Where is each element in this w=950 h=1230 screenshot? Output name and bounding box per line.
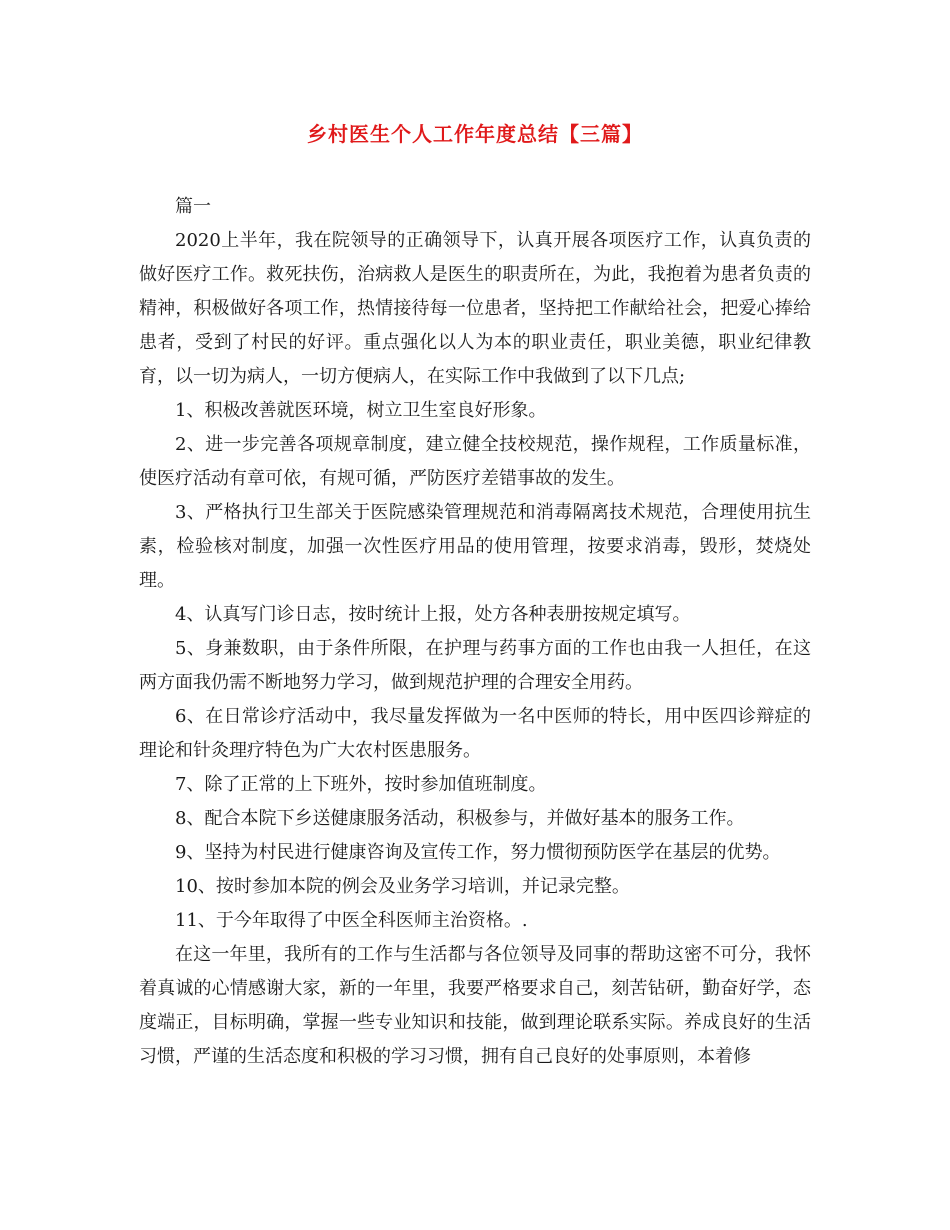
paragraph: 2020上半年，我在院领导的正确领导下，认真开展各项医疗工作，认真负责的做好医疗工作。救死扶伤，治病救人是医生的职责所在，为此，我抱着为患者负责的精神，积极做好各项工作，热情接待每一位患者，坚持把工作献给社会，把爱心捧给患者，受到了村民的好评。重点强化以人为本的职业责任，职业美德，职业纪律教育，以一切为病人，一切方便病人，在实际工作中我做到了以下几点; xyxy=(139,230,811,387)
paragraph: 在这一年里，我所有的工作与生活都与各位领导及同事的帮助这密不可分，我怀着真诚的心情感谢大家，新的一年里，我要严格要求自己，刻苦钻研，勤奋好学，态度端正，目标明确，掌握一些专业知识和技能，做到理论联系实际。养成良好的生活习惯，严谨的生活态度和积极的学习习惯，拥有自己良好的处事原则，本着修 xyxy=(139,944,811,1067)
list-item: 5、身兼数职，由于条件所限，在护理与药事方面的工作也由我一人担任，在这两方面我仍需不断地努力学习，做到规范护理的合理安全用药。 xyxy=(139,638,811,693)
list-item: 6、在日常诊疗活动中，我尽量发挥做为一名中医师的特长，用中医四诊辩症的理论和针灸理疗特色为广大农村医患服务。 xyxy=(139,706,811,761)
list-item: 2、进一步完善各项规章制度，建立健全技校规范，操作规程，工作质量标准，使医疗活动有章可依，有规可循，严防医疗差错事故的发生。 xyxy=(139,434,811,489)
section-heading: 篇一 xyxy=(175,196,211,217)
document-title: 乡村医生个人工作年度总结【三篇】 xyxy=(307,122,643,146)
list-item: 10、按时参加本院的例会及业务学习培训，并记录完整。 xyxy=(175,876,630,897)
list-item: 11、于今年取得了中医全科医师主治资格。. xyxy=(175,910,528,931)
list-item: 9、坚持为村民进行健康咨询及宣传工作，努力惯彻预防医学在基层的优势。 xyxy=(175,842,781,863)
list-item: 1、积极改善就医环境，树立卫生室良好形象。 xyxy=(175,400,547,421)
list-item: 8、配合本院下乡送健康服务活动，积极参与，并做好基本的服务工作。 xyxy=(175,808,745,829)
list-item: 3、严格执行卫生部关于医院感染管理规范和消毒隔离技术规范，合理使用抗生素，检验核对制度，加强一次性医疗用品的使用管理，按要求消毒，毁形，焚烧处理。 xyxy=(139,502,811,591)
list-item: 4、认真写门诊日志，按时统计上报，处方各种表册按规定填写。 xyxy=(175,604,691,625)
list-item: 7、除了正常的上下班外，按时参加值班制度。 xyxy=(175,774,547,795)
document-body xyxy=(139,190,811,1074)
